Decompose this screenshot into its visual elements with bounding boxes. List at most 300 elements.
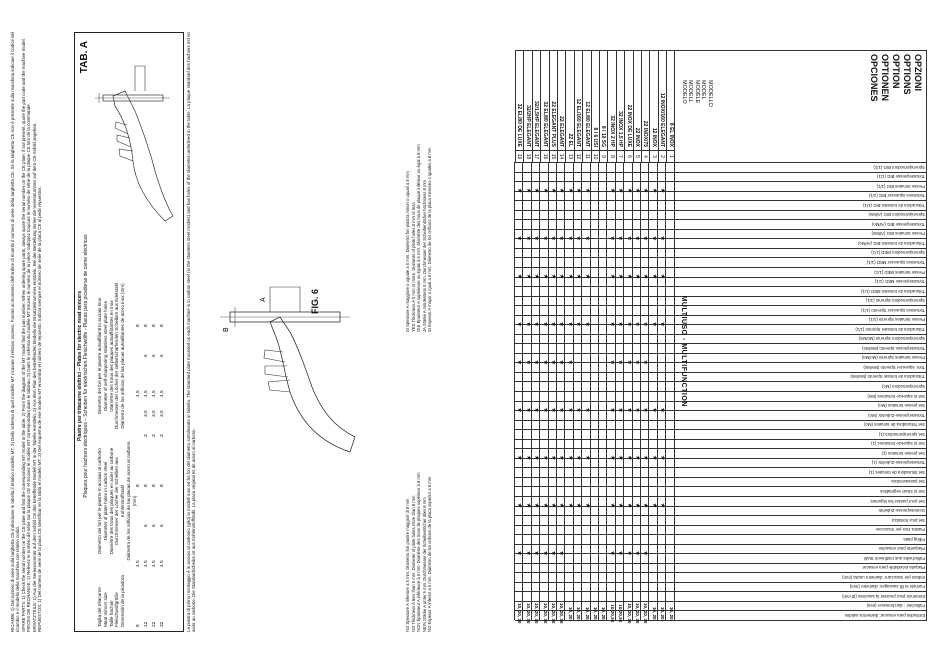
column-divider xyxy=(515,172,927,173)
option-mark: ★ xyxy=(642,502,649,509)
column-divider xyxy=(515,420,927,421)
option-header: Set spremipomodoro (1) xyxy=(878,431,925,437)
row-b0: 3 xyxy=(152,434,157,437)
option-mark: ★ xyxy=(625,359,632,366)
model-row-name: 22 ELEGANT xyxy=(557,50,565,150)
funnel-value: 10, 20 xyxy=(660,606,666,620)
option-header: Set Trituradora de tomates (Mo) xyxy=(864,422,925,428)
option-mark: ★ xyxy=(583,273,590,280)
row-a0: 4,5 xyxy=(136,560,141,567)
option-mark: ★ xyxy=(583,407,590,413)
option-mark: ★ xyxy=(524,550,531,556)
plates-rows xyxy=(135,267,167,627)
model-row-name: 32 INOX 1,5 HP xyxy=(616,50,624,150)
option-mark: ★ xyxy=(608,187,615,194)
funnel-value: 10,20,30 xyxy=(618,604,624,623)
option-header: Spremipomodoro BIG (Al/Mo) xyxy=(868,212,925,218)
option-mark: ★ xyxy=(650,187,657,194)
option-mark: ★ xyxy=(575,321,582,327)
option-mark: ★ xyxy=(634,187,640,194)
option-mark: ★ xyxy=(625,550,632,556)
option-mark: ★ xyxy=(625,235,632,242)
row-a2: 8 xyxy=(152,484,157,487)
column-divider xyxy=(515,591,927,592)
option-header: Set to squeeze tomatoes (Mo) xyxy=(867,393,925,399)
left-page-content xyxy=(10,32,440,632)
row-size: 8 xyxy=(136,624,141,627)
plates-title xyxy=(77,141,89,591)
funnel-value: 10, 20, 30 xyxy=(542,603,548,624)
option-header: Tomatoes squeezer BIG (1/1) xyxy=(868,193,925,199)
model-row-name: 8 / 6 USI xyxy=(591,50,599,150)
funnel-value: 10, 20, 30 xyxy=(643,603,649,624)
option-mark: ★ xyxy=(550,187,556,194)
option-mark: ★ xyxy=(608,359,615,366)
option-mark: ★ xyxy=(558,321,565,327)
hand-mincer-illustration xyxy=(210,272,360,472)
option-mark: ★ xyxy=(550,273,556,280)
funnel-value: 10, 20 xyxy=(584,606,590,620)
option-header: Plaquette pour ensacher xyxy=(878,546,925,552)
option-mark: ★ xyxy=(516,321,523,327)
option-mark: ★ xyxy=(541,455,548,461)
column-divider xyxy=(515,181,927,182)
option-mark: ★ xyxy=(550,550,556,556)
row-a2: 8 xyxy=(160,484,165,487)
inox-headers xyxy=(97,281,126,431)
column-divider xyxy=(515,257,927,258)
column-divider xyxy=(515,467,927,468)
para-spare: SPARE PARTS: 1) Check the serial number on the CE plate and find the corresponding MT model in the table. 2) From the diagram of the MT model find the part number. When ordering spare parts, always quote the serial number on the CE plate; if not present, quote the part code and the machine model. xyxy=(20,38,26,632)
row-b2: 4,5 xyxy=(160,390,165,397)
size-header-4: Dimensión de la picadora xyxy=(120,575,126,627)
row-b3: 8 xyxy=(136,324,141,327)
option-mark: ★ xyxy=(566,273,573,280)
option-mark: ★ xyxy=(516,502,523,509)
option-mark: ★ xyxy=(634,235,640,242)
option-header: Tomatenpresse BIG (Al/Mo) xyxy=(871,221,925,227)
options-title xyxy=(868,54,923,102)
column-divider xyxy=(515,267,927,268)
row-b0: 3 xyxy=(160,434,165,437)
option-header: Set to strain vegetables xyxy=(880,488,925,494)
option-mark: ★ xyxy=(566,407,573,413)
option-header: Trituradora de tomate Sprento (Mo/Mo) xyxy=(850,374,925,380)
option-mark: ★ xyxy=(533,407,540,413)
para-repuestos: REPUESTOS: 1) Del número de serie de la placa CE identificar en la tabla el modelo MT. 2) Del esquema de ese modelo MT encontrar el número de repuesto. Indicar siempre el número de serie de la placa CE al pedir repuestos. xyxy=(37,186,43,632)
option-mark: ★ xyxy=(566,187,573,194)
option-mark: ★ xyxy=(617,455,624,461)
option-mark: ★ xyxy=(550,235,556,242)
option-header: Tomatenpresse-Zubehör (Mo) xyxy=(868,412,925,418)
option-mark: ★ xyxy=(516,407,523,413)
option-mark: ★ xyxy=(516,187,523,194)
column-divider xyxy=(515,210,927,211)
model-row-name: 22 INOX DE LUXE xyxy=(624,50,632,150)
option-mark: ★ xyxy=(659,455,666,461)
model-label-line: MODELL xyxy=(687,80,694,103)
option-mark: ★ xyxy=(533,550,540,556)
column-divider xyxy=(515,582,927,583)
model-row-number: 3 xyxy=(649,150,657,162)
funnel-value: 10, 20 xyxy=(593,606,598,620)
option-mark: ★ xyxy=(583,455,590,461)
column-divider xyxy=(515,486,927,487)
option-header: Piastra inox per insaccare xyxy=(875,527,925,533)
row-a0: 4,5 xyxy=(144,560,149,567)
plates-row xyxy=(143,267,151,627)
model-row-number: 9 xyxy=(599,150,607,162)
size-header-2: Taille hachoir xyxy=(108,600,114,627)
option-mark: ★ xyxy=(642,359,649,366)
option-header: Set presse tomates (Mo) xyxy=(877,403,925,409)
column-divider xyxy=(515,477,927,478)
option-mark: ★ xyxy=(625,273,632,280)
option-mark: ★ xyxy=(516,455,523,461)
option-mark: ★ xyxy=(634,550,640,556)
column-divider xyxy=(515,162,927,163)
option-header: Funnels to fill sausages: diameter (mm) xyxy=(849,584,925,590)
option-mark: ★ xyxy=(533,273,540,280)
funnel-value: 10, 20, 30 xyxy=(559,603,565,624)
option-mark: ★ xyxy=(608,235,615,242)
row-a2: 8 xyxy=(144,484,149,487)
row-size: 12 xyxy=(144,621,149,627)
option-mark: ★ xyxy=(524,235,531,242)
option-mark: ★ xyxy=(558,502,565,509)
option-mark: ★ xyxy=(524,321,531,327)
hand-plate-illustration xyxy=(95,51,177,231)
model-label-line: MODÈLE xyxy=(693,80,700,104)
foot-right-3: JA Stärke A mindestens 5 mm. Durchmesser der Scheibenlöcher höchstens 8 mm xyxy=(421,180,427,332)
option-header: Imbuto per insaccare: diametro uscita (mm) xyxy=(842,574,925,580)
option-header: Set passaverdura xyxy=(891,479,925,485)
option-mark: ★ xyxy=(625,455,632,461)
option-mark: ★ xyxy=(650,455,657,461)
carbon-header-0: Diametro dei fori per le piastre in acciaio al carbonio xyxy=(97,448,102,554)
option-mark: ★ xyxy=(541,273,548,280)
model-label-line: MODEL xyxy=(700,80,707,100)
option-mark: ★ xyxy=(524,407,531,413)
column-divider xyxy=(515,200,927,201)
option-mark: ★ xyxy=(575,235,582,242)
model-row-name: 12 EL/80 ELEGANT xyxy=(582,50,590,150)
option-mark: ★ xyxy=(625,187,632,194)
row-size: 32 xyxy=(160,621,165,627)
row-b1: 3,5 xyxy=(160,410,165,417)
model-row-name: 22 EL xyxy=(565,50,573,150)
carbon-headers xyxy=(97,441,138,561)
model-row-name: 32 INOX 2 HP xyxy=(607,50,615,150)
option-header: Set pour passer les légumes xyxy=(870,498,925,504)
model-row-number: 5 xyxy=(633,150,641,162)
option-mark: ★ xyxy=(583,235,590,242)
option-header: Presse tomates MED (1/1) xyxy=(874,269,925,275)
inox-header-0: Diametro dei fori per le piastre autoaffilanti in acciaio inox xyxy=(97,297,102,415)
label-a: A xyxy=(260,297,267,302)
option-mark: ★ xyxy=(634,273,640,280)
size-header-3: Fleischwolfgröße xyxy=(114,592,120,627)
option-mark: ★ xyxy=(642,187,649,194)
row-b1: 3,5 xyxy=(152,410,157,417)
option-mark: ★ xyxy=(558,273,565,280)
option-mark: ★ xyxy=(617,321,624,327)
foot-right xyxy=(405,34,433,332)
option-mark: ★ xyxy=(625,502,632,509)
model-row-name: 12 INOX/160 ELEGANT xyxy=(658,50,666,150)
funnel-value: 10, 20, 30 xyxy=(551,603,556,624)
option-mark: ★ xyxy=(566,235,573,242)
size-headers xyxy=(97,567,126,627)
option-header: Tomatenpresse BIG (1/1) xyxy=(876,174,925,180)
row-size: 22 xyxy=(152,621,157,627)
inox-header-4: Diámetro de los orificios de las placas autoafilantes de acero inox (mm) xyxy=(120,283,126,429)
column-divider xyxy=(515,401,927,402)
label-b: B xyxy=(223,327,230,332)
option-mark: ★ xyxy=(533,321,540,327)
carbon-header-4: Diámetro de los orificios de las placas de acero al carbono (mm) xyxy=(125,441,137,561)
column-divider xyxy=(515,553,927,554)
option-mark: ★ xyxy=(642,407,649,413)
option-mark: ★ xyxy=(642,321,649,327)
carbon-header-1: Diameter of plate holes in carbon steel xyxy=(102,461,108,541)
row-b2: 4,5 xyxy=(152,390,157,397)
row-a1: 8 xyxy=(136,484,141,487)
column-divider xyxy=(515,315,927,316)
option-mark: ★ xyxy=(566,359,573,366)
option-mark: ★ xyxy=(650,321,657,327)
options-title-line: OPTION xyxy=(891,54,901,89)
option-mark: ★ xyxy=(650,407,657,413)
option-mark: ★ xyxy=(642,273,649,280)
column-divider xyxy=(515,544,927,545)
option-mark: ★ xyxy=(566,502,573,509)
row-b2: 4,5 xyxy=(144,390,149,397)
option-mark: ★ xyxy=(634,502,640,509)
option-header: Trituradora de tomates BIG (Al/Mo) xyxy=(858,240,925,246)
option-mark: ★ xyxy=(575,407,582,413)
option-mark: ★ xyxy=(608,455,615,461)
option-mark: ★ xyxy=(558,407,565,413)
option-mark: ★ xyxy=(617,407,624,413)
option-mark: ★ xyxy=(608,407,615,413)
column-divider xyxy=(515,572,927,573)
model-row-number: 4 xyxy=(641,150,649,162)
funnel-value: 10, 20 xyxy=(668,606,674,620)
column-divider xyxy=(515,515,927,516)
option-mark: ★ xyxy=(541,321,548,327)
option-mark: ★ xyxy=(533,187,540,194)
model-row-name: 22 ELEGANT PLUS xyxy=(549,50,557,150)
option-mark: ★ xyxy=(650,235,657,242)
tab-a-label: TAB. A xyxy=(79,41,90,74)
funnel-value: 10, 20, 30 xyxy=(635,603,640,624)
foot-right-4: SI Espesor A mayor o igual a 5 mm. Diámetro de los orificios de la placa menores o iguales a 8 mm xyxy=(427,147,433,332)
row-divider xyxy=(665,162,666,620)
plates-title-line2: Plaques pour hachoirs électriques – Scheiben für elektrischen Fleischwölfe - Placas para picadoras de carne eléctricas xyxy=(83,234,89,498)
table-top-border xyxy=(926,50,927,620)
option-mark: ★ xyxy=(659,321,666,327)
column-divider xyxy=(515,563,927,564)
option-header: Trituradora de tomates MED (1/1) xyxy=(860,288,925,294)
options-title-line: OPZIONI xyxy=(913,54,923,92)
funnel-value: 10, 20, 30 xyxy=(534,603,540,624)
column-divider xyxy=(515,525,927,526)
column-divider xyxy=(515,372,927,373)
option-mark: ★ xyxy=(550,359,556,366)
option-mark: ★ xyxy=(583,187,590,194)
row-a1: 6 xyxy=(160,524,165,527)
option-mark: ★ xyxy=(625,407,632,413)
model-label-line: MODELO xyxy=(680,80,687,104)
fig-6-label: FIG. 6 xyxy=(310,288,320,314)
option-mark: ★ xyxy=(516,550,523,556)
option-mark: ★ xyxy=(533,502,540,509)
options-table xyxy=(507,30,937,630)
column-divider xyxy=(515,353,927,354)
model-row-name: 32/1,5HP ELEGANT xyxy=(532,50,540,150)
column-divider xyxy=(515,248,927,249)
multifunction-label: MULTIUSO - MULTIFUNCTION xyxy=(679,295,687,407)
option-mark: ★ xyxy=(516,273,523,280)
model-row-name: 8 EL INOX xyxy=(666,50,674,150)
options-title-line: OPCIONES xyxy=(869,54,879,102)
column-divider xyxy=(515,496,927,497)
option-header: Presse tomates BIG (Al/Mo) xyxy=(871,231,925,237)
row-b1: 3,5 xyxy=(144,410,149,417)
option-header: Spremipomodoro (Mo) xyxy=(882,384,925,389)
options-title-line: OPTIONEN xyxy=(880,54,890,102)
option-header: Tomatenpresse-Zubehör (1) xyxy=(871,460,925,466)
column-divider xyxy=(515,439,927,440)
option-header: Set pica hortaliza xyxy=(892,517,925,523)
column-divider xyxy=(515,305,927,306)
funnel-value: 10, 20, 30 xyxy=(517,603,523,624)
option-mark: ★ xyxy=(650,502,657,509)
option-mark: ★ xyxy=(558,550,565,556)
model-row-name: 22 INOX/75 xyxy=(641,50,649,150)
option-header: Gemüsepresse-Zubehör xyxy=(878,508,925,514)
option-mark: ★ xyxy=(524,455,531,461)
option-header: Füllrichter : durchmesser (mm) xyxy=(866,603,925,609)
option-header: Füllscheibe aus rostfreiem Stahl xyxy=(863,555,925,561)
row-a0: 4,5 xyxy=(152,560,157,567)
option-mark: ★ xyxy=(659,407,666,413)
row-b4: 8 xyxy=(144,324,149,327)
column-divider xyxy=(515,219,927,220)
row-b-blank xyxy=(135,397,143,437)
model-row-number: 16 xyxy=(540,150,548,162)
option-mark: ★ xyxy=(566,321,573,327)
column-divider xyxy=(515,334,927,335)
option-mark: ★ xyxy=(524,359,531,366)
funnel-value: 10, 20 xyxy=(567,606,573,620)
option-mark: ★ xyxy=(533,455,540,461)
option-mark: ★ xyxy=(566,455,573,461)
option-mark: ★ xyxy=(617,235,624,242)
option-mark: ★ xyxy=(550,502,556,509)
option-mark: ★ xyxy=(583,502,590,509)
option-header: Tom. squeezer Sprento (Mo/Mo) xyxy=(863,364,925,370)
column-divider xyxy=(515,534,927,535)
model-row-number: 13 xyxy=(565,150,573,162)
para-ricambi: RICAMBI: 1) Dal numero di serie sulla targhetta CE individuare in tabella il relativo modello MT. 2) Dallo schema di quel modello MT ricavare il relativo numero. Fornire al momento dell'ordine di ricambi il numero di serie della targhetta CE. Se la targhetta CE non è presente sulla macchina indicare il codice del ricambio e il modello della macchina con relativi codici. xyxy=(10,32,21,632)
option-mark: ★ xyxy=(634,455,640,461)
foot-right-1: YES Thickness A 5 mm or more. Diameter of plate holes 8 mm or less xyxy=(410,202,416,332)
option-mark: ★ xyxy=(608,273,615,280)
inox-header-3: Durchmesser der Löcher der selbstschärfenden Scheiben aus Edelstahl xyxy=(114,282,120,430)
row-b0: 3 xyxy=(144,434,149,437)
model-row-number: 6 xyxy=(624,150,632,162)
inox-header-1: Diameter of self-sharpening stainless steel plate holes xyxy=(102,300,108,412)
options-title-line: OPTIONS xyxy=(902,54,912,95)
option-mark: ★ xyxy=(524,273,531,280)
row-a1: 6 xyxy=(152,524,157,527)
model-row-number: 8 xyxy=(607,150,615,162)
foot-left-4: NO Espesor A inferior a 5 mm. Diámetro de los orificios de la placa superior a 8 mm xyxy=(427,476,433,632)
option-header: Spremipomodoro MED (1/1) xyxy=(871,250,925,256)
column-divider xyxy=(515,381,927,382)
row-divider xyxy=(573,162,574,620)
option-mark: ★ xyxy=(642,455,649,461)
row-b4: 8 xyxy=(160,324,165,327)
row-b3: 6 xyxy=(152,354,157,357)
row-divider xyxy=(598,162,599,620)
funnel-value: 10, 20 xyxy=(576,606,582,620)
para-ersatz: ERSATZTEILE: 1) Aus der Seriennummer auf dem Schild CE das betreffende Modell MT in der Tabelle ermitteln. 2) Aus dem Plan des betreffenden Modells die Ersatzteilnummer ermitteln. Bei der Bestellung immer die Seriennummer auf dem CE-Schild angeben. xyxy=(31,122,37,632)
funnel-value: 10, 20 xyxy=(601,606,607,620)
option-header: Trituradora de tomates Sprento (1/1) xyxy=(855,326,925,332)
size-header-1: Meat mincer size xyxy=(102,592,108,627)
option-mark: ★ xyxy=(625,321,632,327)
column-divider xyxy=(515,229,927,230)
model-row-name: 8 / 10 SG xyxy=(599,50,607,150)
column-divider xyxy=(515,448,927,449)
option-mark: ★ xyxy=(533,359,540,366)
model-row-number: 11 xyxy=(582,150,590,162)
column-divider xyxy=(515,429,927,430)
option-mark: ★ xyxy=(524,187,531,194)
row-b-blank2 xyxy=(135,327,143,357)
funnel-value: 10, 20, 30 xyxy=(626,603,632,624)
option-header: Filling plate xyxy=(903,536,925,542)
para-pieces: PIECES DE RECHANGE: 1) Relevez le numéro de série sur la plaque CE et trouvez le modèle MT correspondant dans le tableau. 2) Dans le schéma du modèle MT trouvez le numéro de la pièce. Indiquez toujours le numéro de série de la plaque CE lors de la commande. xyxy=(26,103,32,632)
model-row-name: 22 INOX xyxy=(633,50,641,150)
option-header: Spremipomodoro BIG (1/1) xyxy=(873,164,925,170)
option-mark: ★ xyxy=(617,187,624,194)
right-page xyxy=(475,0,950,662)
option-header: Plaquita inoxidable para ensacar xyxy=(862,565,925,571)
plates-row xyxy=(135,267,143,627)
option-mark: ★ xyxy=(516,359,523,366)
option-mark: ★ xyxy=(558,455,565,461)
option-mark: ★ xyxy=(583,321,590,327)
option-mark: ★ xyxy=(550,455,556,461)
row-a0: 4,5 xyxy=(160,560,165,567)
option-header: Tomatenpresse MED (1/1) xyxy=(874,279,925,285)
row-a-blank xyxy=(135,487,143,527)
row-divider xyxy=(590,162,591,620)
option-mark: ★ xyxy=(558,359,565,366)
size-header-0: Taglia del tritacarne xyxy=(97,587,102,627)
column-divider xyxy=(515,286,927,287)
funnel-value: 10, 20 xyxy=(651,606,657,620)
model-row-name: 32/2HP ELEGANT xyxy=(523,50,531,150)
model-row-number: 17 xyxy=(532,150,540,162)
option-header: Tomatoes squeezer Sprento (1/1) xyxy=(861,307,925,313)
option-mark: ★ xyxy=(634,407,640,413)
option-mark: ★ xyxy=(608,321,615,327)
